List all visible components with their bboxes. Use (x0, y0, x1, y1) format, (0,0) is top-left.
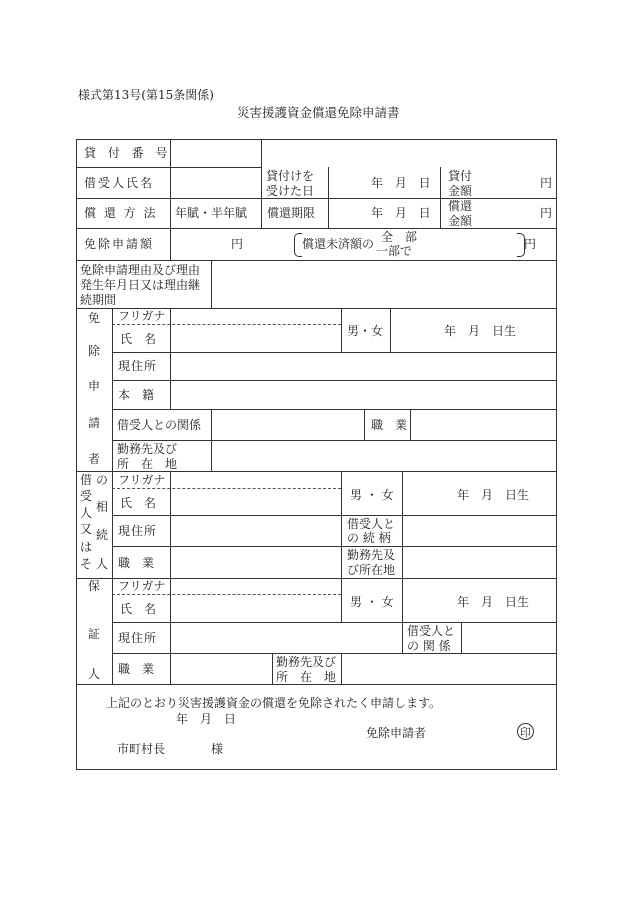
form-style-number: 様式第13号(第15条関係) (78, 88, 214, 102)
repayment-method-label: 償 還 方 法 (84, 206, 158, 220)
left-bracket (294, 233, 302, 257)
applicant-birthdate[interactable]: 年 月 日生 (444, 324, 517, 338)
repayment-amount-label-line2: 金額 (448, 214, 473, 228)
heir-relation-label-line2: の 続 柄 (347, 531, 391, 545)
heir-furigana-label: フリガナ (118, 473, 166, 487)
reason-label-line3: 続期間 (80, 293, 117, 307)
heir-workplace-field[interactable] (403, 547, 556, 577)
loan-amount-label-line1: 貸付 (448, 169, 473, 183)
guarantor-occupation-label: 職 業 (118, 662, 155, 676)
loan-amount-field[interactable]: 円 (540, 176, 553, 190)
heir-workplace-label-line1: 勤務先及 (347, 548, 396, 562)
guarantor-relation-label-line2: の 関 係 (407, 639, 451, 653)
applicant-workplace-label-line1: 勤務先及び (117, 442, 178, 456)
loan-amount-label-line2: 金額 (448, 184, 473, 198)
guarantor-relation-field[interactable] (462, 623, 556, 652)
guarantor-section-label: 保 証 人 (87, 579, 100, 681)
part-option[interactable]: 一部で (376, 244, 413, 258)
received-date-label-line1: 貸付けを (266, 169, 315, 183)
declaration-statement: 上記のとおり災害援護資金の償還を免除されたく申請します。 (106, 696, 442, 710)
unpaid-amount-yen: 円 (524, 237, 537, 251)
unpaid-amount-label: 償還未済額の (302, 237, 375, 251)
reason-label-line1: 免除申請理由及び理由 (80, 263, 201, 277)
applicant-occupation-label: 職 業 (371, 418, 408, 432)
heir-section-label-col1: 借 受 人 又 は そ (79, 473, 92, 571)
reason-field[interactable] (212, 261, 556, 307)
guarantor-name-field[interactable] (171, 596, 340, 621)
applicant-workplace-field[interactable] (212, 441, 556, 470)
exemption-amount-label: 免除申請額 (84, 237, 155, 251)
guarantor-address-label: 現住所 (118, 631, 158, 645)
mayor-label: 市町村長 (117, 742, 166, 756)
applicant-name-field[interactable] (171, 326, 340, 351)
guarantor-workplace-label-line2: 所 在 地 (276, 670, 337, 684)
applicant-domicile-label: 本 籍 (118, 388, 155, 402)
guarantor-workplace-field[interactable] (342, 654, 556, 683)
guarantor-birthdate[interactable]: 年 月 日生 (457, 595, 530, 609)
heir-workplace-label-line2: び所在地 (347, 563, 396, 577)
loan-number-label: 貸 付 番 号 (84, 146, 172, 160)
applicant-domicile-field[interactable] (171, 381, 556, 408)
guarantor-workplace-label-line1: 勤務先及び (276, 655, 337, 669)
application-date[interactable]: 年 月 日 (176, 712, 237, 726)
applicant-section-label: 免 除 申 請 者 (87, 311, 100, 466)
applicant-furigana-label: フリガナ (118, 309, 166, 323)
all-option[interactable]: 全 部 (381, 230, 418, 244)
guarantor-occupation-field[interactable] (171, 654, 271, 683)
heir-occupation-field[interactable] (171, 547, 340, 577)
loan-number-field[interactable] (171, 140, 260, 166)
reason-label-line2: 発生年月日又は理由継 (80, 278, 201, 292)
borrower-name-field[interactable] (171, 168, 260, 197)
repayment-amount-field[interactable]: 円 (540, 206, 553, 220)
repayment-period-label: 償還期限 (267, 206, 316, 220)
borrower-name-label: 借受人氏名 (84, 176, 155, 190)
exemption-amount-field[interactable]: 円 (231, 237, 244, 251)
seal-mark: 印 (517, 723, 534, 740)
applicant-occupation-field[interactable] (411, 410, 556, 439)
heir-sex-option[interactable]: 男 ・ 女 (350, 488, 394, 502)
applicant-relation-label: 借受人との関係 (117, 418, 202, 432)
heir-address-label: 現住所 (118, 524, 158, 538)
heir-occupation-label: 職 業 (118, 556, 155, 570)
applicant-address-label: 現住所 (118, 359, 158, 373)
repayment-period-field[interactable]: 年 月 日 (371, 206, 431, 220)
heir-name-field[interactable] (171, 490, 340, 514)
form-title: 災害援護資金償還免除申請書 (237, 105, 400, 120)
heir-section-label-col2: の 相 続 人 (95, 473, 108, 571)
applicant-sex-option[interactable]: 男・女 (347, 324, 384, 338)
repayment-amount-label-line1: 償還 (448, 199, 473, 213)
applicant-address-field[interactable] (171, 353, 556, 379)
applicant-relation-field[interactable] (212, 410, 363, 439)
guarantor-address-field[interactable] (171, 623, 401, 652)
applicant-name-label: 氏 名 (120, 332, 157, 346)
heir-relation-label-line1: 借受人と (347, 517, 396, 531)
heir-birthdate[interactable]: 年 月 日生 (457, 488, 530, 502)
received-date-label-line2: 受けた日 (266, 184, 315, 198)
received-date-field[interactable]: 年 月 日 (371, 176, 431, 190)
guarantor-relation-label-line1: 借受人と (407, 624, 456, 638)
heir-relation-field[interactable] (403, 516, 556, 545)
repayment-method-value[interactable]: 年賦・半年賦 (175, 206, 248, 220)
applicant-signature-label: 免除申請者 (366, 726, 427, 740)
applicant-workplace-label-line2: 所 在 地 (117, 457, 178, 471)
guarantor-furigana-label: フリガナ (118, 579, 166, 593)
guarantor-name-label: 氏 名 (120, 602, 157, 616)
heir-address-field[interactable] (171, 516, 340, 545)
guarantor-sex-option[interactable]: 男 ・ 女 (350, 595, 394, 609)
honorific-label: 様 (211, 742, 224, 756)
heir-name-label: 氏 名 (120, 496, 157, 510)
